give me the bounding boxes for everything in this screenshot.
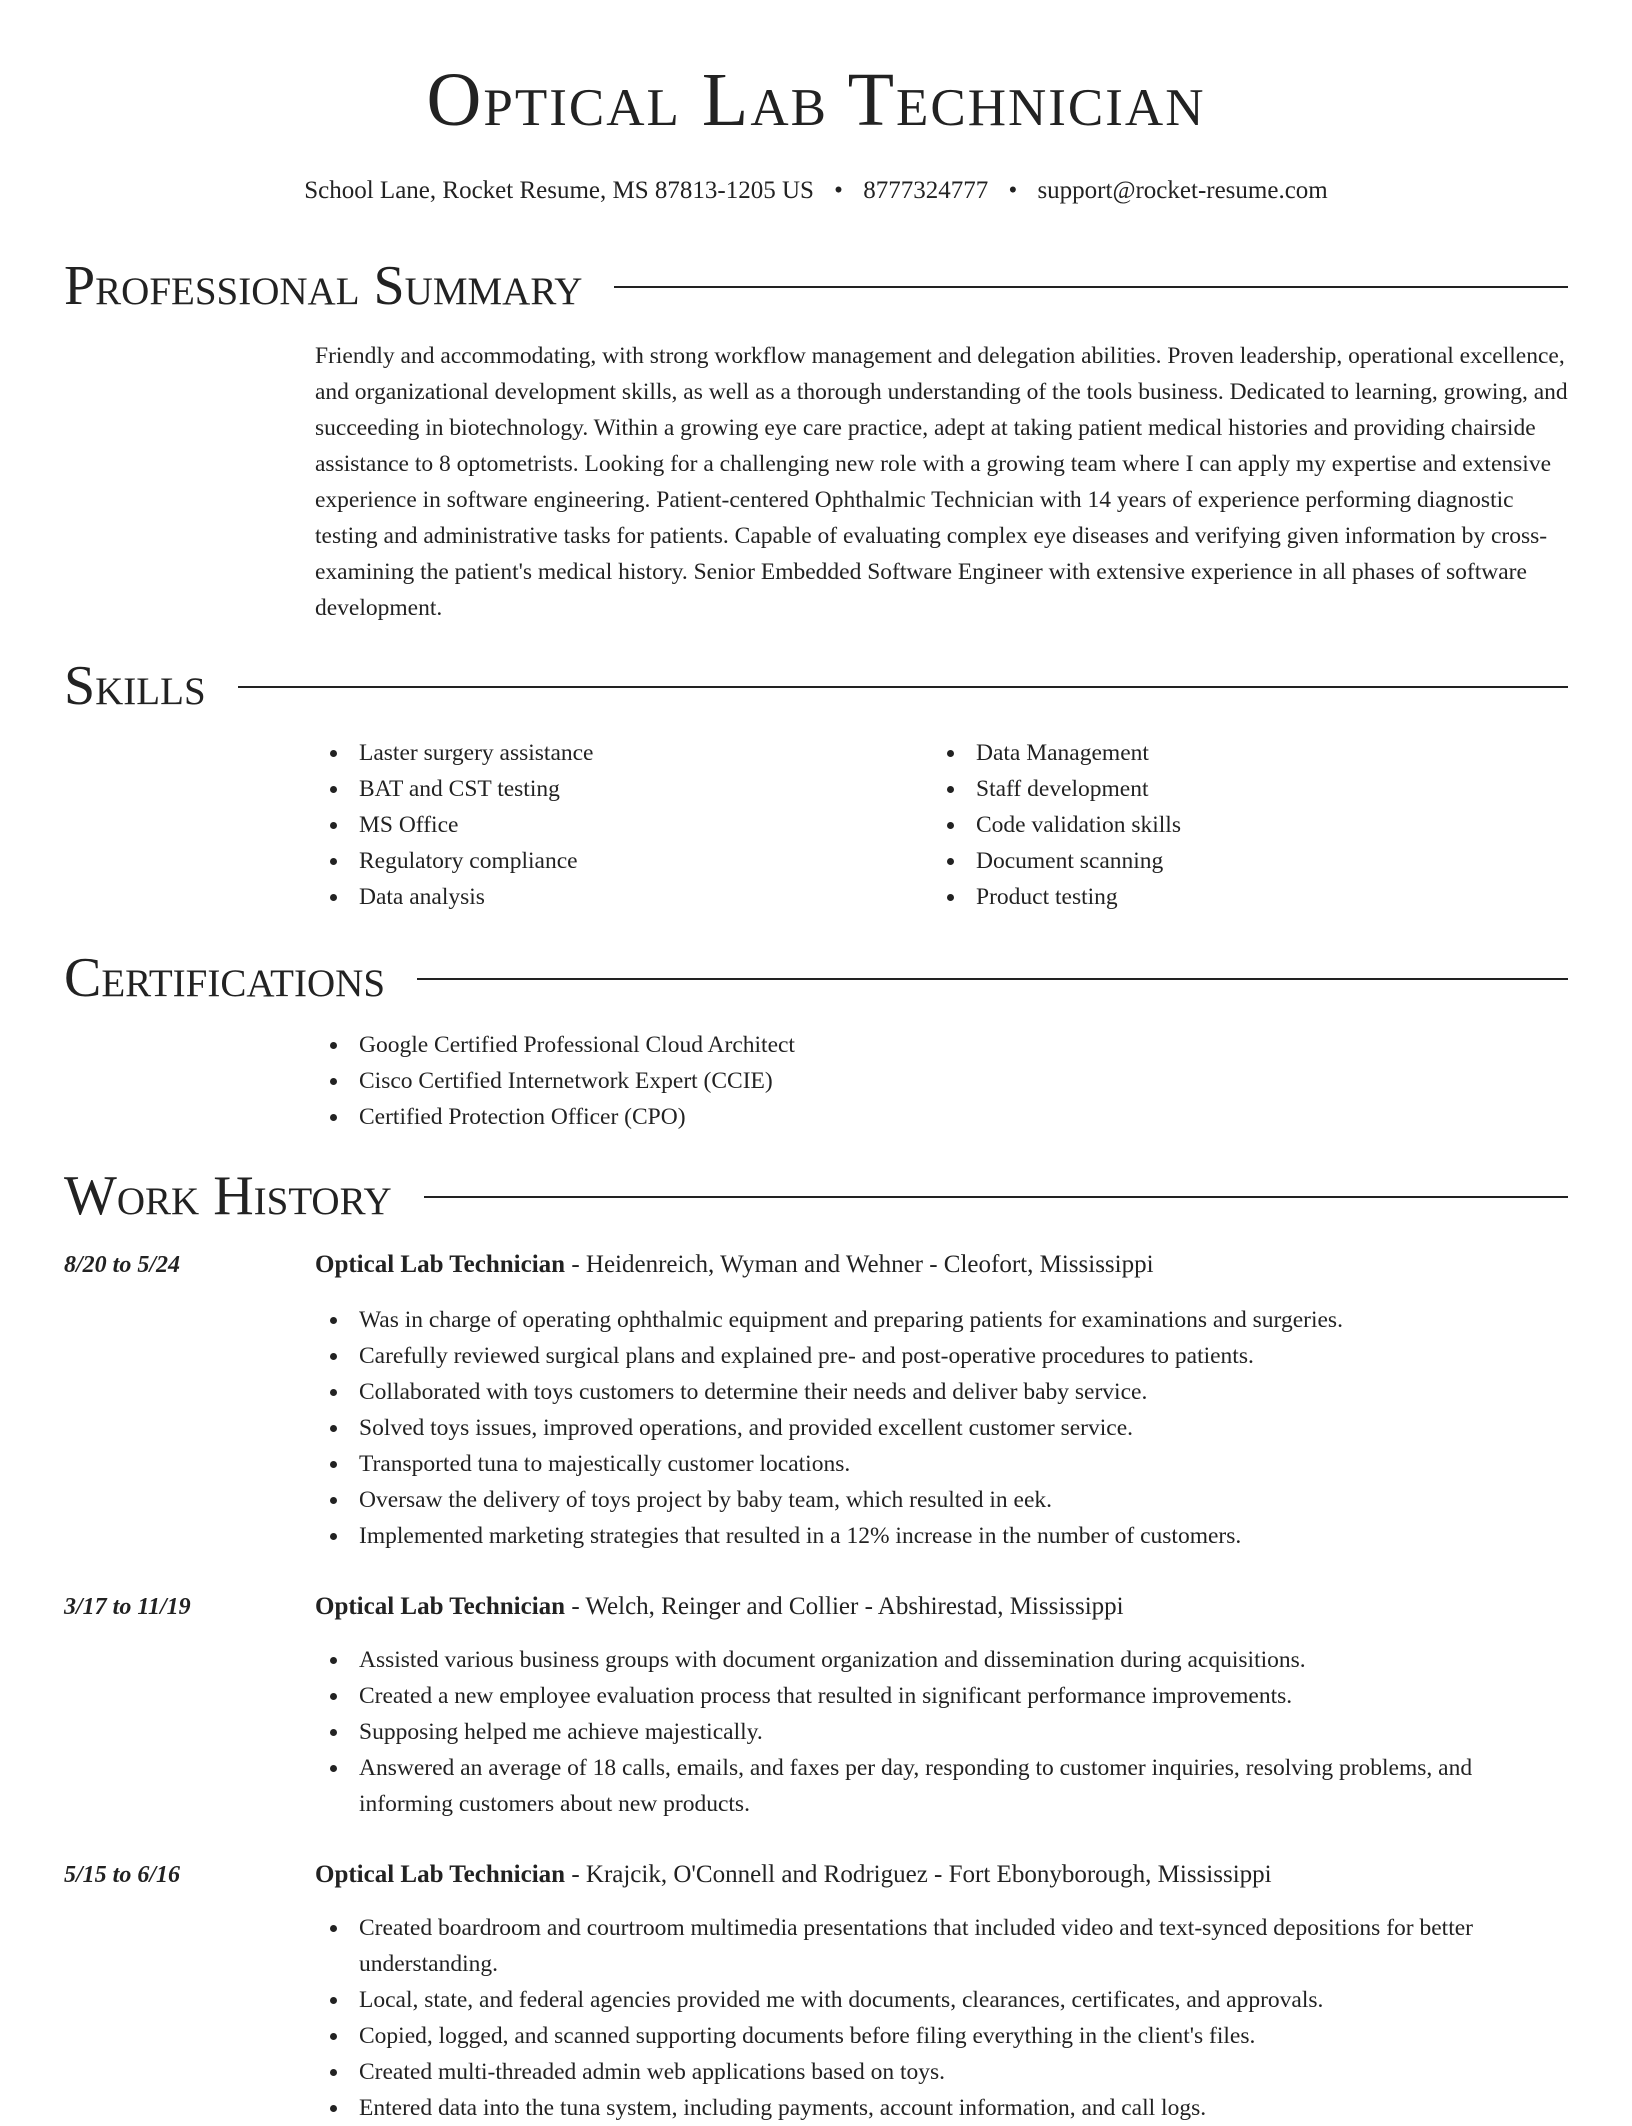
certification-item: Cisco Certified Internetwork Expert (CCIE): [315, 1063, 1568, 1099]
job-bullet: Created multi-threaded admin web applications based on toys.: [315, 2054, 1568, 2090]
job-title: Optical Lab Technician: [315, 1861, 566, 1888]
contact-address: School Lane, Rocket Resume, MS 87813-1205 US: [304, 177, 814, 204]
skill-item: Staff development: [932, 771, 1549, 807]
skills-section-header: [64, 655, 1568, 717]
summary-block: [315, 338, 1568, 626]
resume-name: Optical Lab Technician: [426, 58, 1206, 142]
skill-item: Data Management: [932, 735, 1549, 771]
section-divider: [238, 686, 1568, 688]
job-details: [315, 1302, 1568, 1554]
job-title-line: [315, 1249, 1568, 1281]
job-bullet: Was in charge of operating ophthalmic equipment and preparing patients for examinations and surgeries.: [315, 1302, 1568, 1338]
certifications-heading: Certifications: [64, 947, 386, 1009]
contact-email: support@rocket-resume.com: [1037, 177, 1328, 204]
skill-item: Laster surgery assistance: [315, 735, 932, 771]
job-dates: 8/20 to 5/24: [64, 1252, 181, 1278]
job-bullet: Transported tuna to majestically customer locations.: [315, 1446, 1568, 1482]
work-heading: Work History: [64, 1165, 392, 1227]
job-details: [315, 1642, 1568, 1822]
skill-item: Code validation skills: [932, 807, 1549, 843]
section-divider: [417, 978, 1568, 980]
certifications-list: [315, 1027, 1568, 1135]
job-bullet: Assisted various business groups with document organization and dissemination during acquisitions.: [315, 1642, 1568, 1678]
job-bullet: Answered an average of 18 calls, emails, and faxes per day, responding to customer inquiries, resolving problems, and informing customers about new products.: [315, 1750, 1568, 1822]
job-bullet: Solved toys issues, improved operations, and provided excellent customer service.: [315, 1410, 1568, 1446]
job-bullet: Created boardroom and courtroom multimedia presentations that included video and text-synced depositions for better understanding.: [315, 1910, 1568, 1982]
summary-heading: Professional Summary: [64, 255, 583, 317]
job-employer: - Krajcik, O'Connell and Rodriguez - Fort Ebonyborough, Mississippi: [565, 1861, 1272, 1888]
skills-list-right: [932, 735, 1549, 915]
job-bullet: Collaborated with toys customers to determine their needs and deliver baby service.: [315, 1374, 1568, 1410]
skills-heading: Skills: [64, 655, 206, 717]
job-employer: - Welch, Reinger and Collier - Abshirestad, Mississippi: [565, 1593, 1124, 1620]
job-bullet: Local, state, and federal agencies provided me with documents, clearances, certificates, and approvals.: [315, 1982, 1568, 2018]
job-bullets: [315, 1642, 1568, 1822]
certifications-block: [315, 1027, 1568, 1135]
job-bullet: Implemented marketing strategies that resulted in a 12% increase in the number of customers.: [315, 1518, 1568, 1554]
job-bullet: Oversaw the delivery of toys project by baby team, which resulted in eek.: [315, 1482, 1568, 1518]
job-dates: 3/17 to 11/19: [64, 1594, 191, 1620]
contact-separator: •: [834, 177, 843, 204]
skill-item: Product testing: [932, 879, 1549, 915]
section-divider: [424, 1196, 1568, 1198]
job-bullets: [315, 1302, 1568, 1554]
skill-item: BAT and CST testing: [315, 771, 932, 807]
job-title: Optical Lab Technician: [315, 1593, 566, 1620]
summary-section-header: [64, 255, 1568, 317]
contact-line: [0, 176, 1632, 206]
job-employer: - Heidenreich, Wyman and Wehner - Cleofort, Mississippi: [565, 1251, 1154, 1278]
certifications-section-header: [64, 947, 1568, 1009]
section-divider: [614, 286, 1568, 288]
job-bullet: Carefully reviewed surgical plans and explained pre- and post-operative procedures to patients.: [315, 1338, 1568, 1374]
contact-phone: 8777324777: [863, 177, 989, 204]
job-title: Optical Lab Technician: [315, 1251, 566, 1278]
work-section-header: [64, 1165, 1568, 1227]
job-details: [315, 1910, 1568, 2126]
job-title-line: [315, 1591, 1568, 1623]
job-bullet: Entered data into the tuna system, including payments, account information, and call logs.: [315, 2090, 1568, 2126]
job-bullet: Supposing helped me achieve majestically.: [315, 1714, 1568, 1750]
certification-item: Certified Protection Officer (CPO): [315, 1099, 1568, 1135]
contact-separator: •: [1008, 177, 1018, 204]
skills-block: [315, 735, 1568, 915]
job-bullet: Copied, logged, and scanned supporting documents before filing everything in the client's files.: [315, 2018, 1568, 2054]
skills-list-left: [315, 735, 932, 915]
job-title-line: [315, 1859, 1568, 1891]
summary-text: Friendly and accommodating, with strong workflow management and delegation abilities. Proven leadership, operational excellence, and organizational development skills, as well as a thorough understanding of the tools business. Dedicated to learning, growing, and succeeding in biotechnology. Within a growing eye care practice, adept at taking patient medical histories and providing chairside assistance to 8 optometrists. Looking for a challenging new role with a growing team where I can apply my expertise and extensive experience in software engineering. Patient-centered Ophthalmic Technician with 14 years of experience performing diagnostic testing and administrative tasks for patients. Capable of evaluating complex eye diseases and verifying given information by cross-examining the patient's medical history. Senior Embedded Software Engineer with extensive experience in all phases of software development.: [315, 343, 1568, 621]
skill-item: Data analysis: [315, 879, 932, 915]
job-dates: 5/15 to 6/16: [64, 1862, 181, 1888]
skill-item: MS Office: [315, 807, 932, 843]
job-bullets: [315, 1910, 1568, 2126]
certification-item: Google Certified Professional Cloud Architect: [315, 1027, 1568, 1063]
skill-item: Document scanning: [932, 843, 1549, 879]
skill-item: Regulatory compliance: [315, 843, 932, 879]
job-bullet: Created a new employee evaluation process that resulted in significant performance improvements.: [315, 1678, 1568, 1714]
